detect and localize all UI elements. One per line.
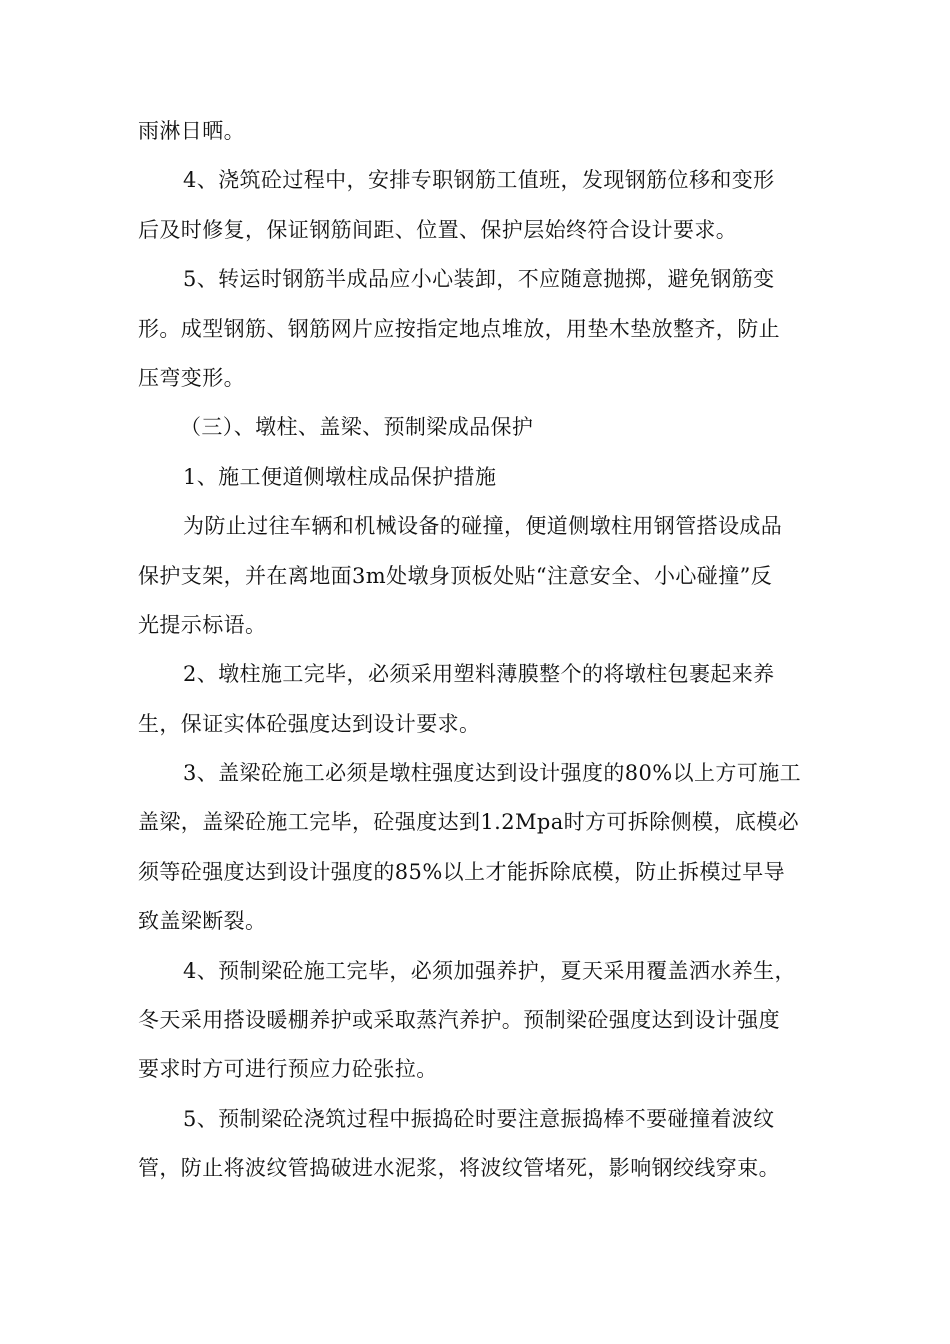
paragraph-line: 保护支架，并在离地面3m处墩身顶板处贴“注意安全、小心碰撞”反 bbox=[138, 563, 773, 588]
list-item-4b-line-1: 4、预制梁砼施工完毕，必须加强养护，夏天采用覆盖洒水养生， bbox=[183, 958, 796, 983]
text-line: 雨淋日晒。 bbox=[138, 119, 245, 143]
list-item-5-line-3: 压弯变形。 bbox=[138, 365, 245, 390]
list-item-4b-line-2: 冬天采用搭设暖棚养护或采取蒸汽养护。预制梁砼强度达到设计强度 bbox=[138, 1008, 780, 1033]
section-heading: （三）、墩柱、盖梁、预制梁成品保护 bbox=[180, 415, 534, 440]
list-item-3-line-3: 须等砼强度达到设计强度的85%以上才能拆除底模，防止拆模过早导 bbox=[138, 859, 786, 884]
list-item-3-line-4: 致盖梁断裂。 bbox=[138, 909, 267, 934]
list-item-5-line-1: 5、转运时钢筋半成品应小心装卸，不应随意抛掷，避免钢筋变 bbox=[183, 267, 775, 292]
list-item-4-line-2: 后及时修复，保证钢筋间距、位置、保护层始终符合设计要求。 bbox=[138, 217, 738, 242]
list-item-5-line-2: 形。成型钢筋、钢筋网片应按指定地点堆放，用垫木垫放整齐，防止 bbox=[138, 316, 780, 341]
list-item-2-line-2: 生，保证实体砼强度达到设计要求。 bbox=[138, 711, 481, 736]
list-item-4b-line-3: 要求时方可进行预应力砼张拉。 bbox=[138, 1057, 438, 1082]
paragraph-line: 为防止过往车辆和机械设备的碰撞，便道侧墩柱用钢管搭设成品 bbox=[183, 514, 783, 539]
list-item-3-line-1: 3、盖梁砼施工必须是墩柱强度达到设计强度的80%以上方可施工 bbox=[183, 761, 802, 786]
list-item-3-line-2: 盖梁，盖梁砼施工完毕，砼强度达到1.2Mpa时方可拆除侧模，底模必 bbox=[138, 810, 800, 835]
subsection-heading: 1、施工便道侧墩柱成品保护措施 bbox=[183, 464, 497, 489]
list-item-2-line-1: 2、墩柱施工完毕，必须采用塑料薄膜整个的将墩柱包裹起来养 bbox=[183, 662, 775, 687]
list-item-5b-line-2: 管，防止将波纹管捣破进水泥浆，将波纹管堵死，影响钢绞线穿束。 bbox=[138, 1156, 780, 1181]
list-item-4-line-1: 4、浇筑砼过程中，安排专职钢筋工值班，发现钢筋位移和变形 bbox=[183, 168, 775, 193]
document-page bbox=[138, 107, 818, 1194]
list-item-5b-line-1: 5、预制梁砼浇筑过程中振捣砼时要注意振捣棒不要碰撞着波纹 bbox=[183, 1106, 775, 1131]
paragraph-line: 光提示标语。 bbox=[138, 612, 267, 637]
